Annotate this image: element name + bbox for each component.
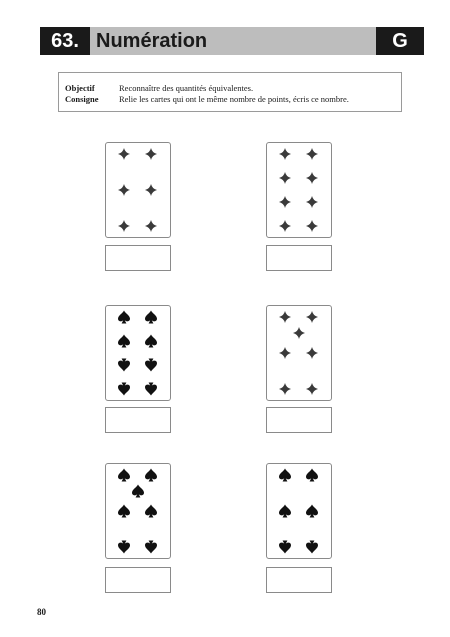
spade-pip-icon bbox=[145, 505, 157, 518]
diamond-pip-icon bbox=[306, 172, 318, 184]
spade-pip-icon bbox=[145, 383, 157, 396]
answer-box[interactable] bbox=[105, 407, 171, 433]
spade-pip-icon bbox=[145, 541, 157, 554]
spade-pip-icon bbox=[145, 359, 157, 372]
spade-pip-icon bbox=[145, 469, 157, 482]
diamond-pip-icon bbox=[279, 311, 291, 323]
level-badge: G bbox=[376, 27, 424, 55]
playing-card[interactable] bbox=[266, 463, 332, 559]
diamond-pip-icon bbox=[279, 383, 291, 395]
playing-card[interactable] bbox=[105, 463, 171, 559]
spade-pip-icon bbox=[306, 469, 318, 482]
spade-pip-icon bbox=[118, 541, 130, 554]
diamond-pip-icon bbox=[306, 383, 318, 395]
card-pips bbox=[267, 306, 331, 400]
playing-card[interactable] bbox=[105, 305, 171, 401]
diamond-pip-icon bbox=[306, 311, 318, 323]
diamond-pip-icon bbox=[306, 220, 318, 232]
exercise-number: 63. bbox=[40, 27, 90, 55]
diamond-pip-icon bbox=[279, 172, 291, 184]
card-pips bbox=[267, 143, 331, 237]
playing-card[interactable] bbox=[266, 142, 332, 238]
exercise-title: Numération bbox=[96, 30, 208, 52]
diamond-pip-icon bbox=[306, 196, 318, 208]
page-number: 80 bbox=[37, 607, 46, 617]
diamond-pip-icon bbox=[306, 148, 318, 160]
answer-box[interactable] bbox=[266, 245, 332, 271]
diamond-pip-icon bbox=[118, 148, 130, 160]
spade-pip-icon bbox=[145, 311, 157, 324]
card-pips bbox=[106, 143, 170, 237]
diamond-pip-icon bbox=[279, 347, 291, 359]
answer-box[interactable] bbox=[105, 245, 171, 271]
card-pips bbox=[106, 306, 170, 400]
consigne-text: Relie les cartes qui ont le même nombre de points, écris ce nombre. bbox=[119, 94, 349, 104]
diamond-pip-icon bbox=[279, 220, 291, 232]
spade-pip-icon bbox=[118, 335, 130, 348]
spade-pip-icon bbox=[306, 505, 318, 518]
diamond-pip-icon bbox=[293, 327, 305, 339]
answer-box[interactable] bbox=[105, 567, 171, 593]
spade-pip-icon bbox=[279, 505, 291, 518]
spade-pip-icon bbox=[118, 359, 130, 372]
card-pips bbox=[106, 464, 170, 558]
spade-pip-icon bbox=[118, 505, 130, 518]
spade-pip-icon bbox=[279, 469, 291, 482]
playing-card[interactable] bbox=[266, 305, 332, 401]
diamond-pip-icon bbox=[118, 220, 130, 232]
answer-box[interactable] bbox=[266, 407, 332, 433]
diamond-pip-icon bbox=[279, 148, 291, 160]
exercise-header bbox=[40, 27, 424, 55]
playing-card[interactable] bbox=[105, 142, 171, 238]
diamond-pip-icon bbox=[145, 148, 157, 160]
instructions-box bbox=[58, 72, 402, 112]
diamond-pip-icon bbox=[279, 196, 291, 208]
spade-pip-icon bbox=[132, 485, 144, 498]
answer-box[interactable] bbox=[266, 567, 332, 593]
diamond-pip-icon bbox=[145, 220, 157, 232]
objectif-text: Reconnaître des quantités équivalentes. bbox=[119, 83, 254, 93]
spade-pip-icon bbox=[279, 541, 291, 554]
consigne-label: Consigne bbox=[65, 94, 99, 104]
diamond-pip-icon bbox=[145, 184, 157, 196]
objectif-label: Objectif bbox=[65, 83, 95, 93]
diamond-pip-icon bbox=[118, 184, 130, 196]
spade-pip-icon bbox=[118, 469, 130, 482]
spade-pip-icon bbox=[145, 335, 157, 348]
spade-pip-icon bbox=[118, 311, 130, 324]
spade-pip-icon bbox=[118, 383, 130, 396]
card-pips bbox=[267, 464, 331, 558]
spade-pip-icon bbox=[306, 541, 318, 554]
diamond-pip-icon bbox=[306, 347, 318, 359]
